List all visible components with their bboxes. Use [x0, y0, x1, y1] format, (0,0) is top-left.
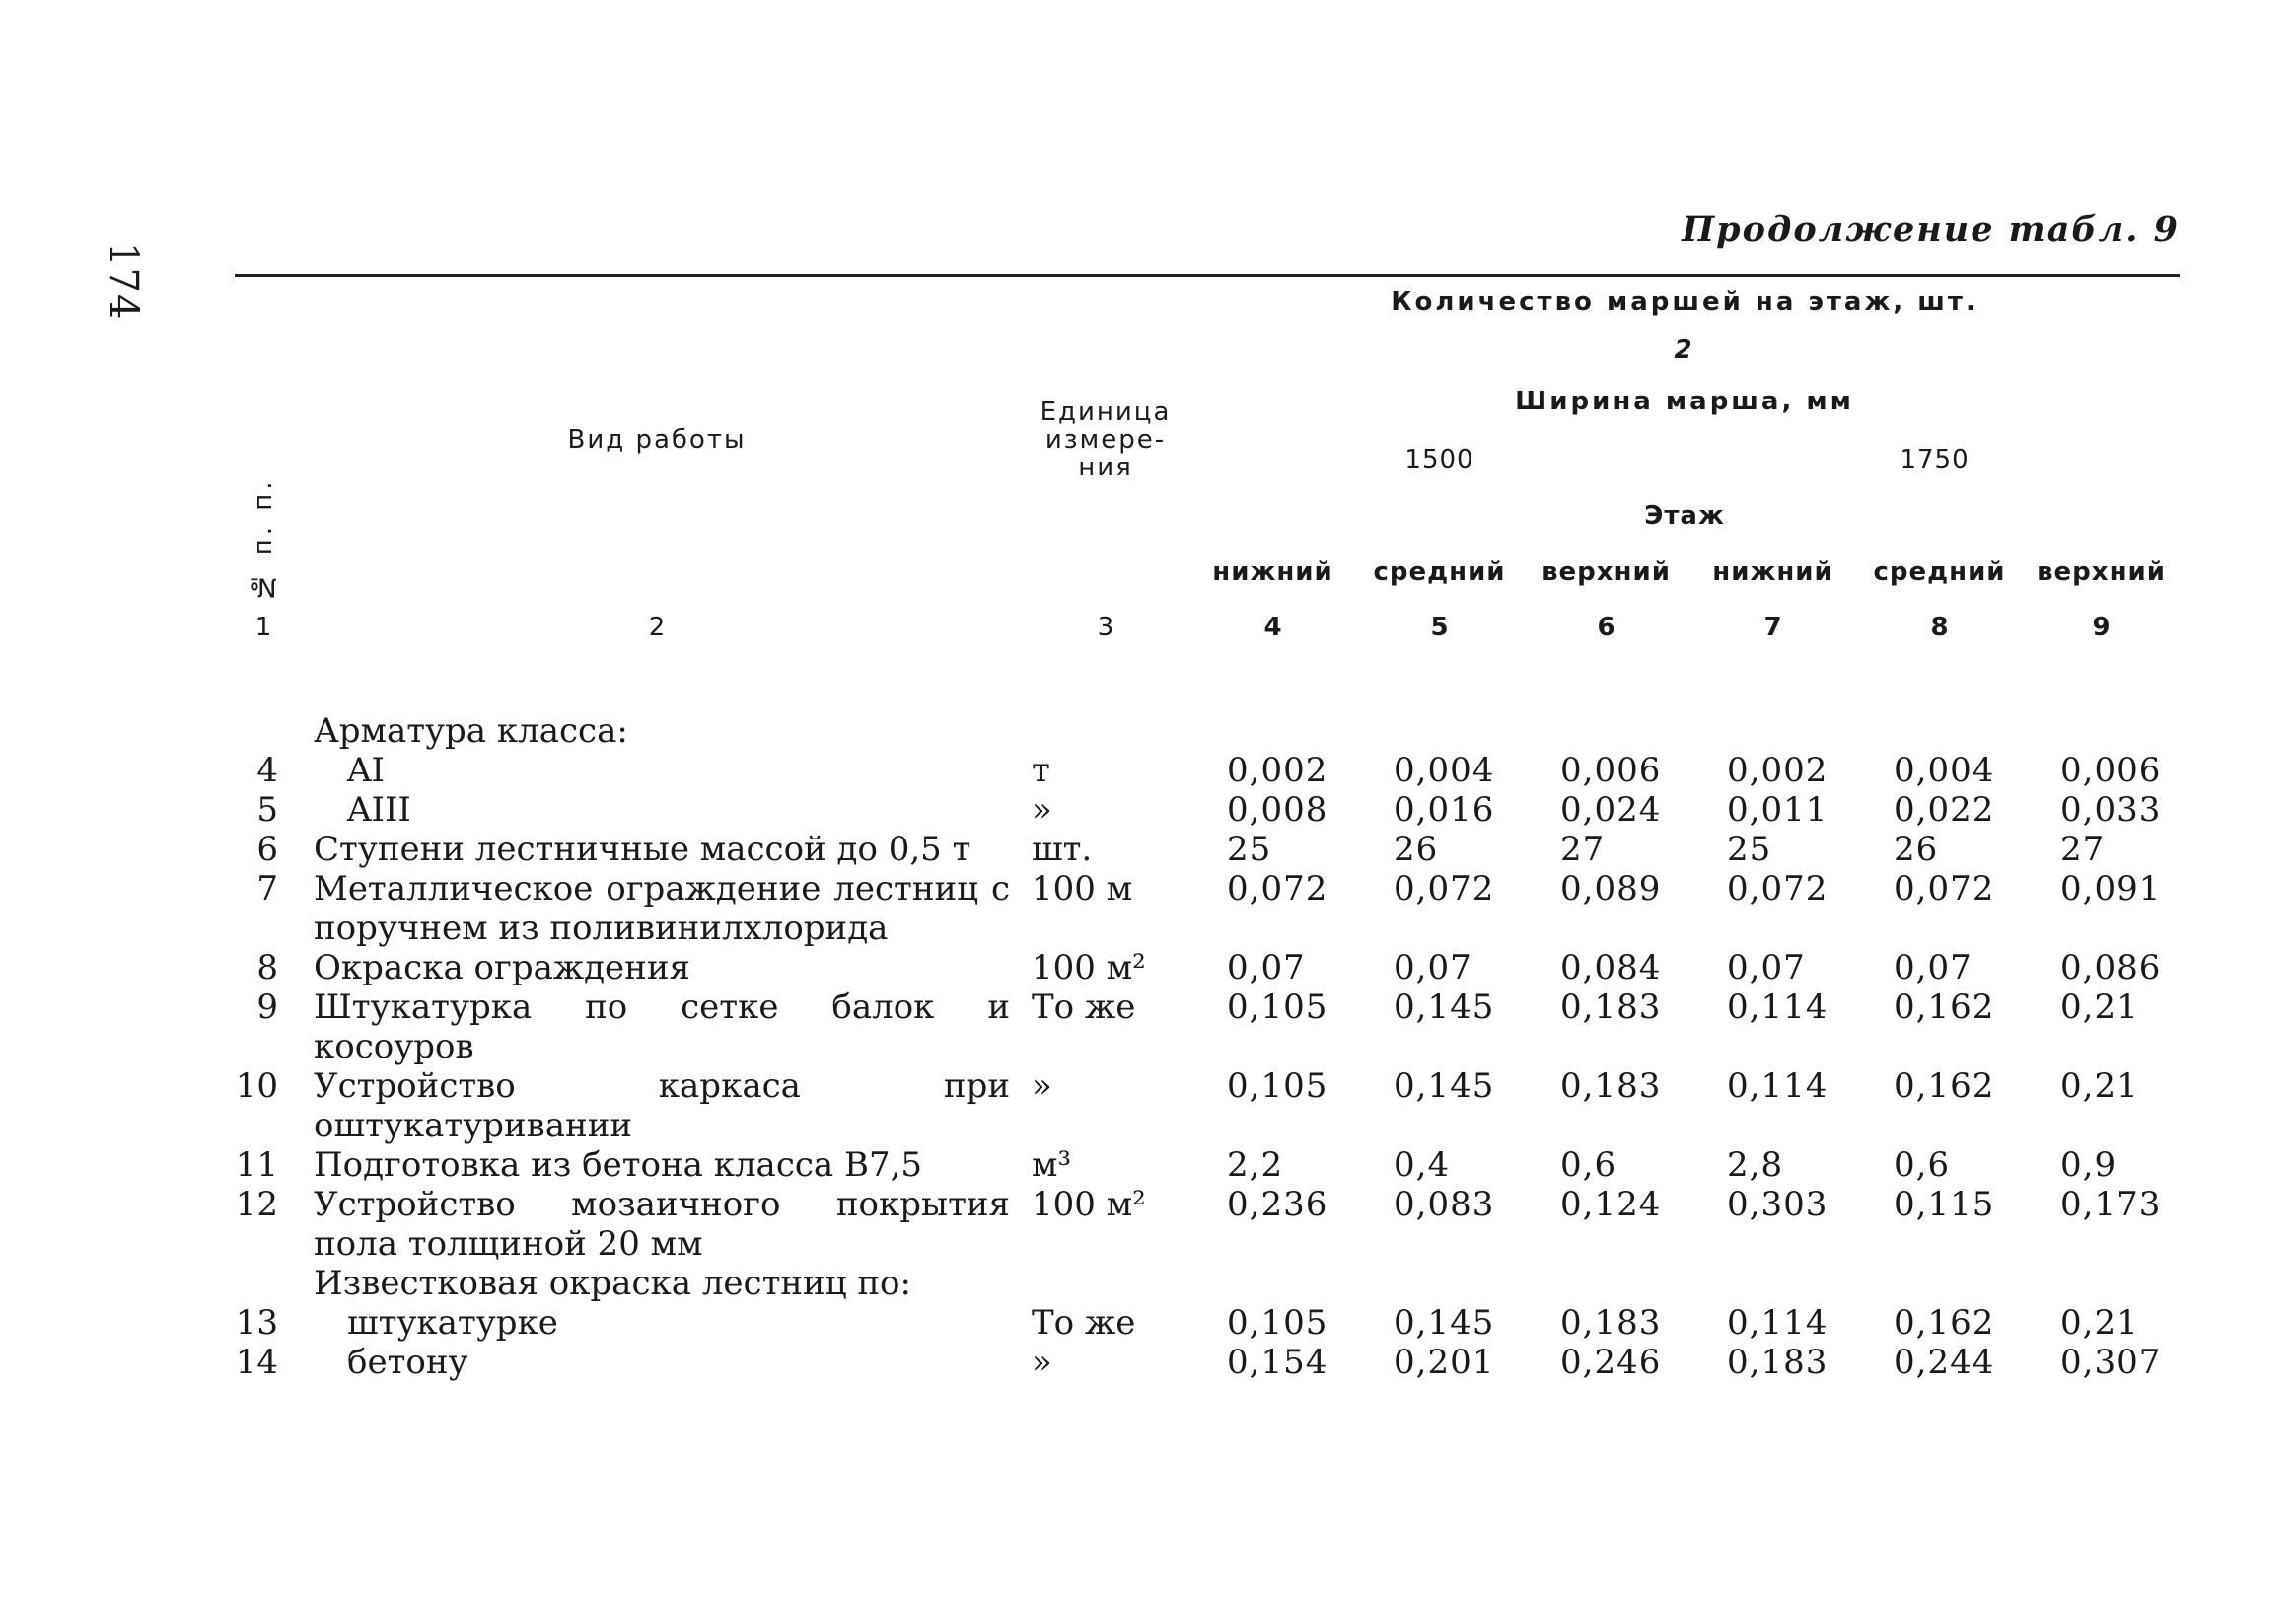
row-number: 9 — [256, 987, 278, 1027]
work-type: Арматура класса: — [314, 711, 628, 751]
row-number — [235, 711, 292, 751]
work-type: AI — [347, 751, 385, 790]
value-cell: 0,162 — [1894, 987, 1995, 1027]
row-number: 4 — [256, 751, 278, 790]
value-cell: 0,022 — [1894, 790, 1995, 830]
unit: 100 м² — [1032, 948, 1146, 987]
header-num: № п. п. — [235, 276, 292, 604]
value-cell: 27 — [1560, 830, 1606, 869]
value-cell: 0,086 — [2060, 948, 2162, 987]
value-cell: 0,4 — [1394, 1145, 1451, 1185]
value-cell: 0,072 — [1394, 869, 1495, 909]
header-floor-middle-1500: средний — [1373, 557, 1506, 587]
index-cell: 8 — [1930, 613, 1949, 642]
page-number: 174 — [101, 242, 146, 321]
work-type: Устройство мозаичного покрытия пола толщиной 20 мм — [314, 1185, 1010, 1264]
table-row — [235, 1343, 2180, 1382]
value-cell: 0,173 — [2060, 1185, 2162, 1224]
work-type: Окраска ограждения — [314, 948, 690, 987]
value-cell — [1523, 1264, 1689, 1303]
value-cell: 26 — [1894, 830, 1939, 869]
header-floor-lower-1750: нижний — [1712, 557, 1833, 587]
value-cell — [1689, 711, 1856, 751]
value-cell: 0,183 — [1727, 1343, 1829, 1382]
unit — [1022, 711, 1189, 751]
header-width-group: Ширина марша, мм — [1515, 387, 1854, 416]
value-cell: 2,2 — [1227, 1145, 1284, 1185]
unit: » — [1032, 790, 1052, 830]
work-type: Металлическое ограждение лестниц с поручнем из поливинилхлорида — [314, 869, 1010, 948]
value-cell — [2023, 1264, 2180, 1303]
unit: 100 м — [1032, 869, 1133, 909]
index-cell: 2 — [648, 613, 666, 642]
value-cell: 0,084 — [1560, 948, 1662, 987]
table-row — [235, 869, 2180, 948]
work-type: бетону — [347, 1343, 468, 1382]
header-width-1750: 1750 — [1900, 445, 1970, 474]
header-width-1500: 1500 — [1404, 445, 1474, 474]
value-cell: 0,004 — [1394, 751, 1495, 790]
value-cell: 0,07 — [1394, 948, 1472, 987]
value-cell: 0,21 — [2060, 987, 2139, 1027]
work-table — [235, 274, 2180, 1382]
work-type: Известковая окраска лестниц по: — [314, 1264, 911, 1303]
value-cell: 0,124 — [1560, 1185, 1662, 1224]
header-floor-group: Этаж — [1644, 501, 1725, 531]
header-floor-middle-1750: средний — [1873, 557, 2006, 587]
row-number: 13 — [235, 1303, 278, 1343]
value-cell: 0,154 — [1227, 1343, 1328, 1382]
work-type: Ступени лестничные массой до 0,5 т — [314, 830, 971, 869]
index-cell: 6 — [1597, 613, 1615, 642]
unit: м³ — [1032, 1145, 1072, 1185]
value-cell: 0,114 — [1727, 1066, 1829, 1106]
value-cell: 0,072 — [1894, 869, 1995, 909]
index-cell: 4 — [1263, 613, 1282, 642]
value-cell: 0,105 — [1227, 1066, 1328, 1106]
header-work: Вид работы — [292, 276, 1022, 604]
value-cell: 0,011 — [1727, 790, 1829, 830]
row-number: 7 — [256, 869, 278, 909]
value-cell: 0,115 — [1894, 1185, 1995, 1224]
value-cell: 0,21 — [2060, 1303, 2139, 1343]
value-cell: 0,183 — [1560, 1303, 1662, 1343]
work-type: AIII — [347, 790, 411, 830]
value-cell: 0,21 — [2060, 1066, 2139, 1106]
header-marches-count: 2 — [1674, 335, 1695, 365]
value-cell: 0,145 — [1394, 1066, 1495, 1106]
value-cell: 0,072 — [1227, 869, 1328, 909]
value-cell: 0,6 — [1560, 1145, 1617, 1185]
value-cell — [1856, 711, 2023, 751]
continuation-title: Продолжение табл. 9 — [1682, 209, 2180, 250]
value-cell: 0,145 — [1394, 1303, 1495, 1343]
value-cell: 0,089 — [1560, 869, 1662, 909]
value-cell: 25 — [1227, 830, 1272, 869]
work-type: Устройство каркаса при оштукатуривании — [314, 1066, 1010, 1145]
value-cell: 0,6 — [1894, 1145, 1951, 1185]
value-cell — [1189, 1264, 1356, 1303]
table-row — [235, 790, 2180, 830]
value-cell: 0,002 — [1227, 751, 1328, 790]
value-cell: 0,162 — [1894, 1303, 1995, 1343]
table-row — [235, 1145, 2180, 1185]
index-cell: 7 — [1763, 613, 1782, 642]
work-type: Штукатурка по сетке балок и косоуров — [314, 987, 1010, 1066]
table-row — [235, 1264, 2180, 1303]
value-cell: 0,307 — [2060, 1343, 2162, 1382]
table-row — [235, 711, 2180, 751]
table-row — [235, 1066, 2180, 1145]
value-cell: 0,033 — [2060, 790, 2162, 830]
index-cell: 5 — [1430, 613, 1449, 642]
unit: То же — [1032, 1303, 1136, 1343]
value-cell: 0,072 — [1727, 869, 1829, 909]
value-cell: 0,9 — [2060, 1145, 2117, 1185]
row-number: 5 — [256, 790, 278, 830]
work-type: Подготовка из бетона класса В7,5 — [314, 1145, 923, 1185]
value-cell: 0,024 — [1560, 790, 1662, 830]
value-cell: 0,004 — [1894, 751, 1995, 790]
value-cell — [1189, 711, 1356, 751]
value-cell: 0,07 — [1727, 948, 1806, 987]
value-cell — [1356, 711, 1523, 751]
index-cell: 9 — [2092, 613, 2111, 642]
index-cell: 3 — [1097, 613, 1114, 642]
value-cell: 0,114 — [1727, 1303, 1829, 1343]
index-cell: 1 — [254, 613, 272, 642]
value-cell: 0,07 — [1227, 948, 1306, 987]
value-cell: 0,244 — [1894, 1343, 1995, 1382]
header-floor-lower-1500: нижний — [1212, 557, 1333, 587]
value-cell: 0,07 — [1894, 948, 1973, 987]
row-number — [235, 1264, 292, 1303]
value-cell: 0,145 — [1394, 987, 1495, 1027]
value-cell: 25 — [1727, 830, 1772, 869]
value-cell: 0,105 — [1227, 987, 1328, 1027]
value-cell: 0,083 — [1394, 1185, 1495, 1224]
header-floor-upper-1500: верхний — [1542, 557, 1671, 587]
row-number: 10 — [235, 1066, 278, 1106]
row-number: 12 — [235, 1185, 278, 1224]
value-cell: 0,105 — [1227, 1303, 1328, 1343]
table-row — [235, 987, 2180, 1066]
value-cell: 0,236 — [1227, 1185, 1328, 1224]
value-cell — [1523, 711, 1689, 751]
value-cell: 0,114 — [1727, 987, 1829, 1027]
unit: То же — [1032, 987, 1136, 1027]
value-cell — [2023, 711, 2180, 751]
value-cell: 0,006 — [1560, 751, 1662, 790]
value-cell: 0,002 — [1727, 751, 1829, 790]
value-cell: 27 — [2060, 830, 2106, 869]
value-cell: 0,183 — [1560, 1066, 1662, 1106]
row-number: 14 — [235, 1343, 278, 1382]
value-cell: 0,091 — [2060, 869, 2162, 909]
value-cell: 0,006 — [2060, 751, 2162, 790]
table-row — [235, 948, 2180, 987]
unit: шт. — [1032, 830, 1093, 869]
table-row — [235, 1303, 2180, 1343]
value-cell — [1356, 1264, 1523, 1303]
unit: » — [1032, 1343, 1052, 1382]
value-cell — [1689, 1264, 1856, 1303]
value-cell: 0,016 — [1394, 790, 1495, 830]
value-cell: 2,8 — [1727, 1145, 1784, 1185]
header-floor-upper-1750: верхний — [2037, 557, 2166, 587]
value-cell: 0,183 — [1560, 987, 1662, 1027]
header-marches-group: Количество маршей на этаж, шт. — [1189, 276, 2180, 328]
value-cell: 0,008 — [1227, 790, 1328, 830]
value-cell: 0,162 — [1894, 1066, 1995, 1106]
table-row — [235, 1185, 2180, 1264]
table-body — [235, 652, 2180, 1382]
value-cell: 0,201 — [1394, 1343, 1495, 1382]
header-unit: Единица измере- ния — [1022, 276, 1189, 604]
row-number: 11 — [235, 1145, 278, 1185]
value-cell: 26 — [1394, 830, 1439, 869]
work-type: штукатурке — [347, 1303, 558, 1343]
table-row — [235, 830, 2180, 869]
unit: 100 м² — [1032, 1185, 1146, 1224]
unit — [1022, 1264, 1189, 1303]
unit: т — [1032, 751, 1050, 790]
value-cell: 0,303 — [1727, 1185, 1829, 1224]
value-cell: 0,246 — [1560, 1343, 1662, 1382]
row-number: 6 — [256, 830, 278, 869]
row-number: 8 — [256, 948, 278, 987]
value-cell — [1856, 1264, 2023, 1303]
table-row — [235, 751, 2180, 790]
unit: » — [1032, 1066, 1052, 1106]
